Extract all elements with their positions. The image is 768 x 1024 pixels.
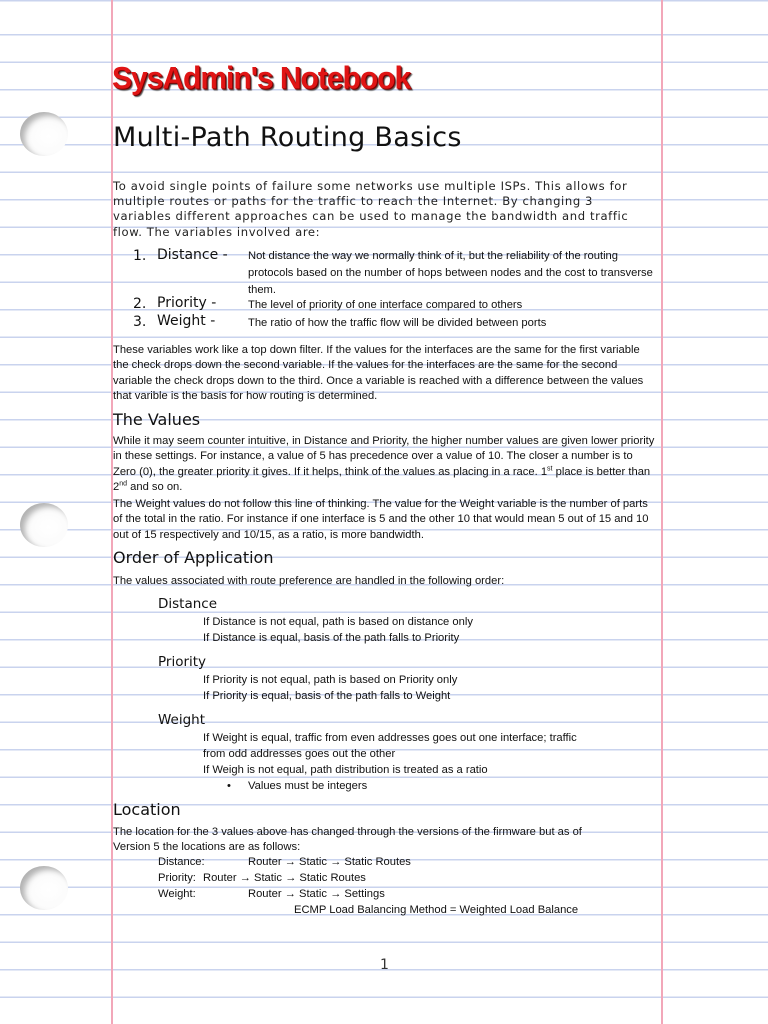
values-paragraph-2: The Weight values do not follow this line of thinking. The value for the Weight variable is the number of parts of the total in the ratio. For instance if one interface is 5 and the other 10 that would mean 5 out of 15 and 10 out of 15 respectively and 10/15, as a ratio, is more bandwidth.	[113, 498, 649, 541]
list-term: Distance -	[157, 247, 228, 263]
page-title: Multi-Path Routing Basics	[113, 122, 462, 153]
page-number: 1	[380, 957, 389, 973]
distance-rule-1: If Distance is not equal, path is based on distance only	[203, 616, 473, 628]
intro-paragraph: To avoid single points of failure some networks use multiple ISPs. This allows for multiple routes or paths for the traffic to reach the Internet. By changing 3 variables different approaches can be used to manage the bandwidth and traffic flow. The variables involved are:	[113, 179, 629, 239]
bullet-icon: •	[227, 780, 231, 792]
location-intro-1: The location for the 3 values above has changed through the versions of the firmware but as of	[113, 826, 582, 838]
weight-rule-2: If Weigh is not equal, path distribution is treated as a ratio	[203, 764, 488, 776]
values-paragraph-1: While it may seem counter intuitive, in Distance and Priority, the higher number values are given lower priority in these settings. For instance, a value of 5 has precedence over a value of 10. The closer a number is to Zero (0), the greater priority it gives. If it helps, think of the values as placing in a race. 1st place is better than 2nd and so on.	[113, 435, 655, 494]
filter-paragraph: These variables work like a top down filter. If the values for the interfaces are the same for the first variable the check drops down the second variable. If the values for the interfaces are the same for the second variable the check drops down to the third. Once a variable is reached with a difference between the values that varible is the basis for how routing is determined.	[113, 344, 644, 403]
list-term: Weight -	[157, 313, 216, 329]
weight-rule-1: If Weight is equal, traffic from even addresses goes out one interface; traffic	[203, 732, 577, 744]
section-heading-values: The Values	[113, 410, 201, 429]
binder-hole-icon	[20, 866, 68, 910]
list-number: 1.	[133, 248, 147, 264]
weight-rule-1-continued: from odd addresses goes out the other	[203, 748, 396, 760]
list-description: The ratio of how the traffic flow will be divided between ports	[248, 317, 547, 329]
order-intro: The values associated with route preference are handled in the following order:	[113, 575, 505, 587]
weight-bullet-item: Values must be integers	[248, 780, 368, 792]
subheading-weight: Weight	[158, 712, 206, 728]
binder-hole-icon	[20, 503, 68, 547]
priority-rule-2: If Priority is equal, basis of the path falls to Weight	[203, 690, 451, 702]
binder-hole-icon	[20, 112, 68, 156]
priority-rule-1: If Priority is not equal, path is based on Priority only	[203, 674, 458, 686]
location-intro-2: Version 5 the locations are as follows:	[113, 841, 301, 853]
location-path: Router → Static → Settings	[248, 888, 385, 900]
list-number: 3.	[133, 314, 147, 330]
location-label: Weight:	[158, 888, 196, 900]
location-setting: ECMP Load Balancing Method = Weighted Load Balance	[294, 904, 579, 916]
list-number: 2.	[133, 296, 147, 312]
location-path: Router → Static → Static Routes	[203, 872, 366, 884]
distance-rule-2: If Distance is equal, basis of the path falls to Priority	[203, 632, 460, 644]
location-label: Distance:	[158, 856, 205, 868]
list-description: The level of priority of one interface compared to others	[248, 299, 523, 311]
subheading-priority: Priority	[158, 654, 207, 670]
list-description: Not distance the way we normally think of it, but the reliability of the routing protocols based on the number of hops between nodes and the cost to transverse them.	[248, 250, 653, 296]
subheading-distance: Distance	[158, 596, 218, 612]
location-path: Router → Static → Static Routes	[248, 856, 411, 868]
right-margin-line	[661, 0, 663, 1024]
location-label: Priority:	[158, 872, 196, 884]
list-term: Priority -	[157, 295, 217, 311]
section-heading-location: Location	[113, 800, 181, 819]
section-heading-order: Order of Application	[113, 548, 274, 567]
brand-logo: SysAdmin's Notebook	[112, 61, 411, 96]
